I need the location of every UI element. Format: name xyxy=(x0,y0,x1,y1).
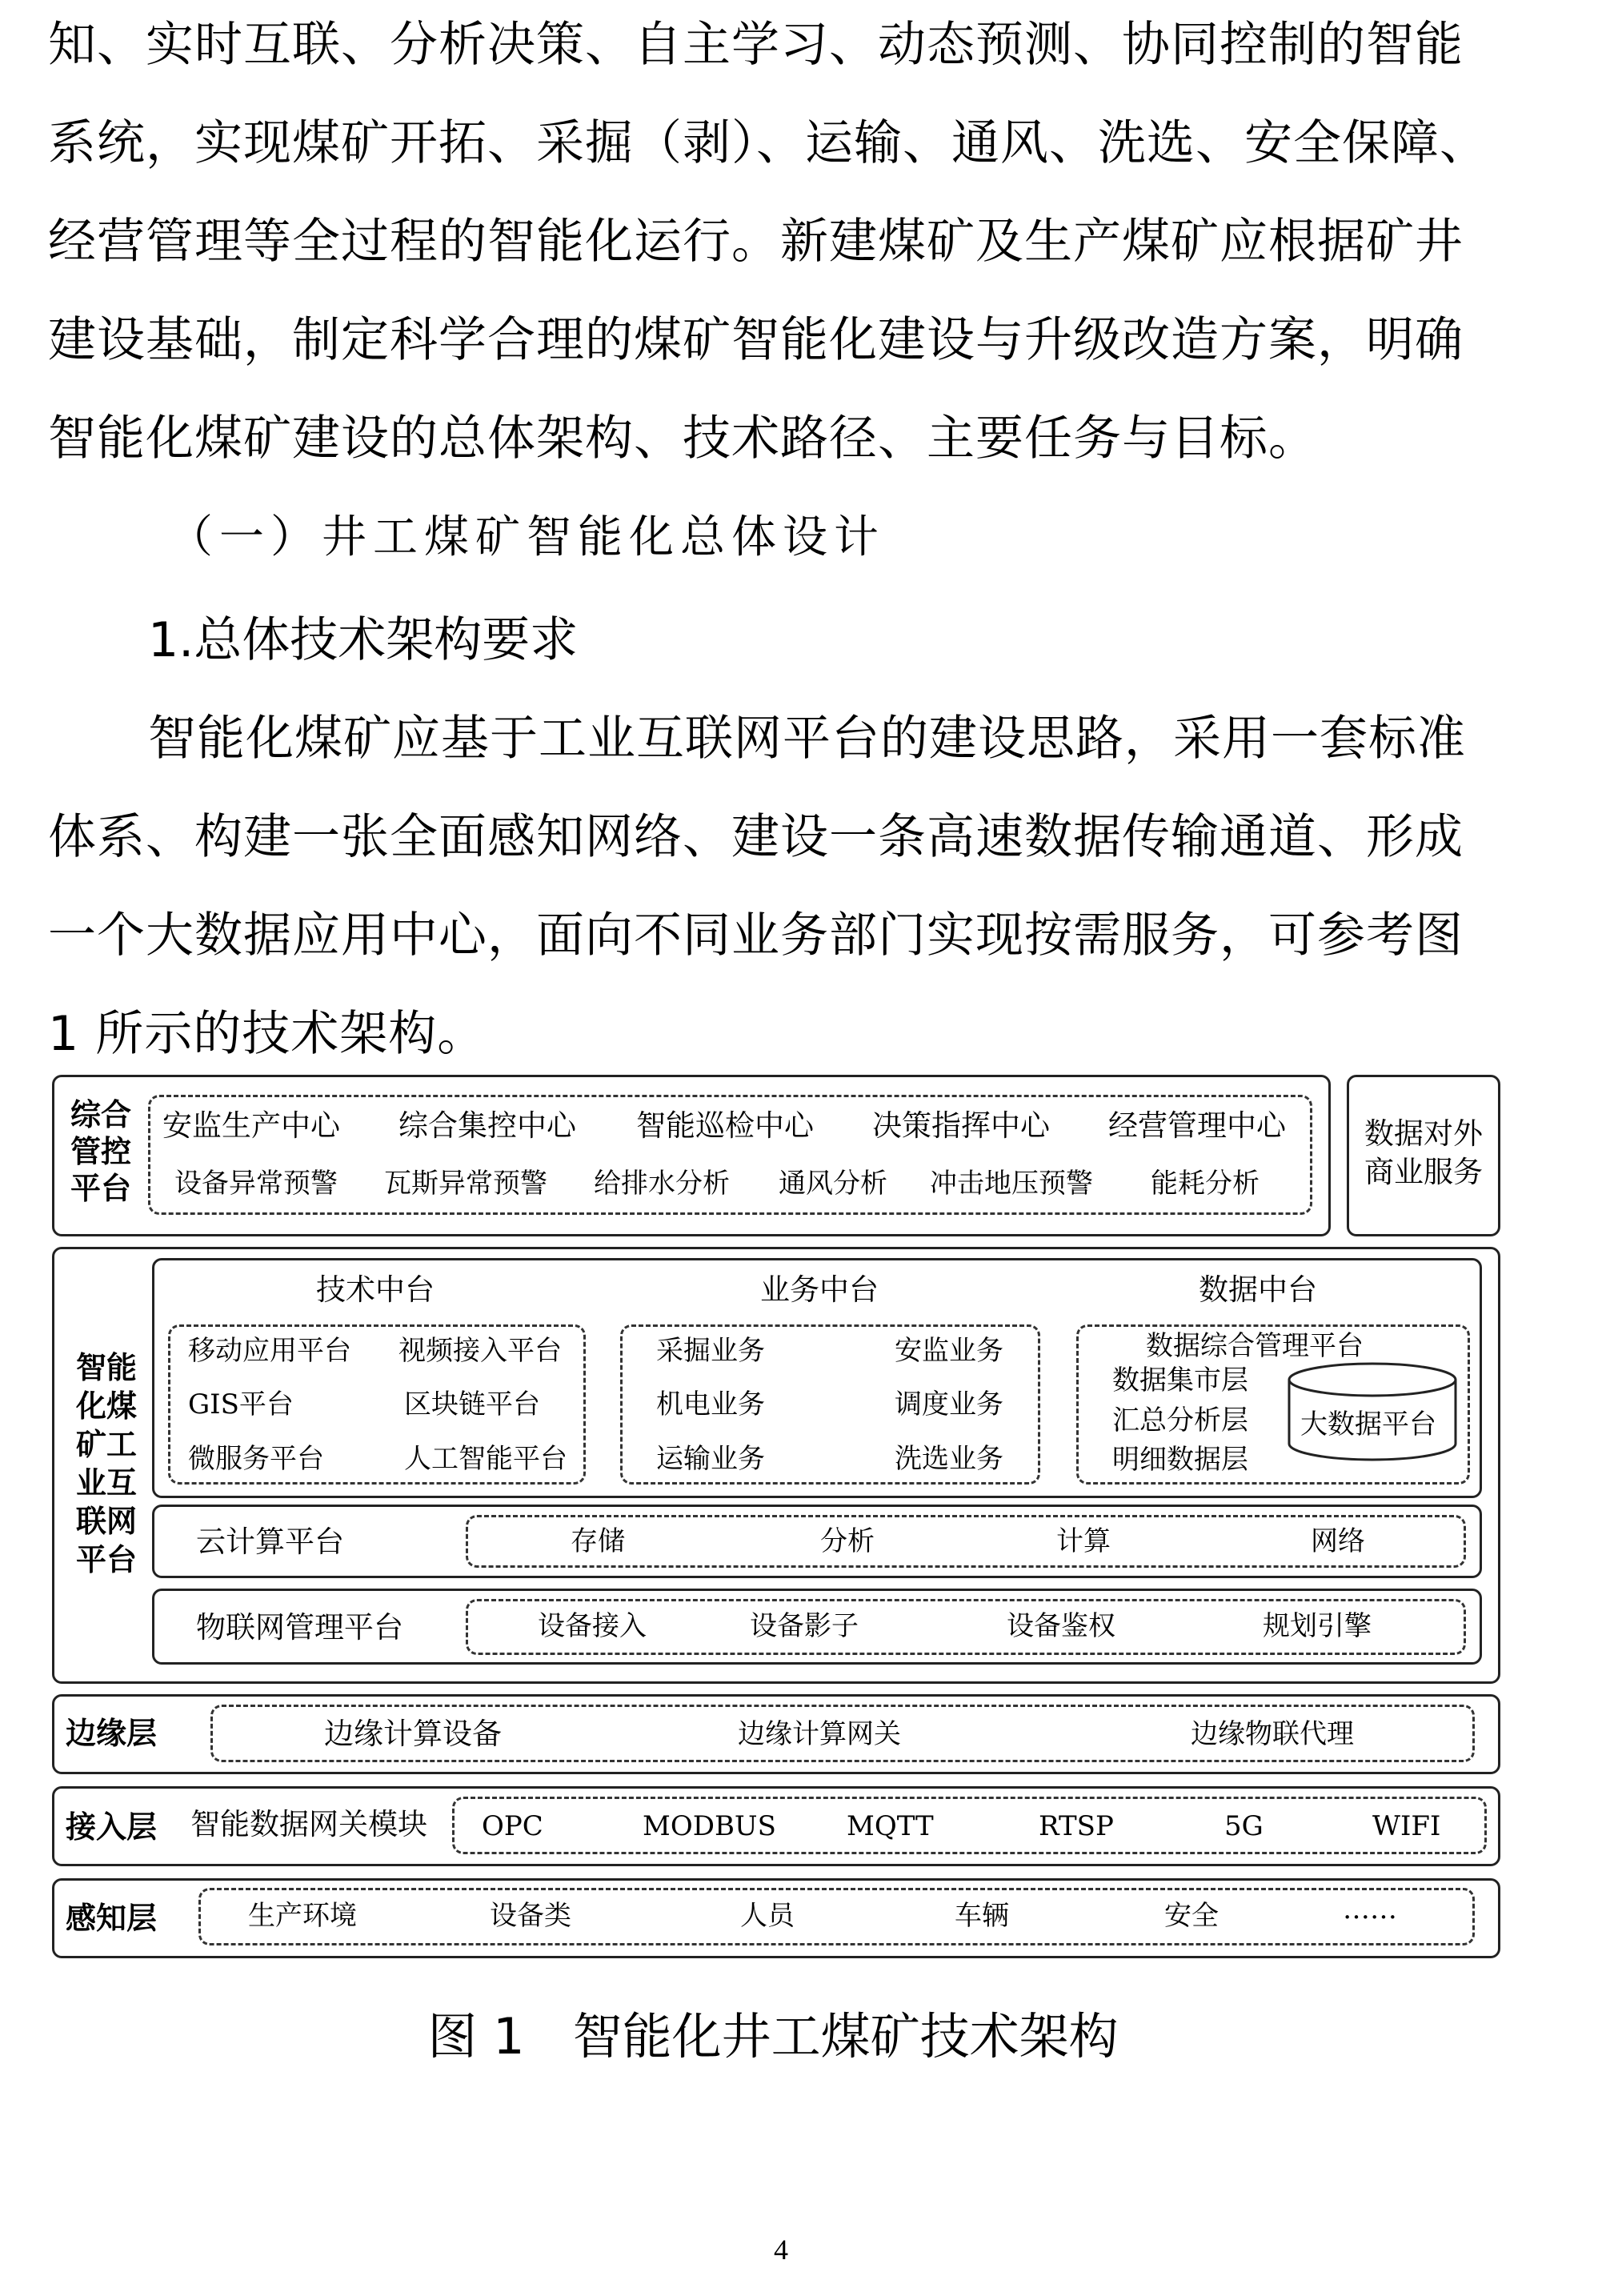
cloud-item: 计算 xyxy=(1056,1525,1111,1557)
protocol-item: RTSP xyxy=(1039,1810,1114,1842)
iot-item: 设备接入 xyxy=(538,1610,647,1642)
tech-item: 移动应用平台 xyxy=(188,1335,351,1367)
center-item: 安监生产中心 xyxy=(162,1108,340,1143)
tech-item: 视频接入平台 xyxy=(398,1335,562,1367)
center-item: 经营管理中心 xyxy=(1108,1108,1286,1143)
analysis-item: 瓦斯异常预警 xyxy=(384,1168,547,1200)
text-line: 经营管理等全过程的智能化运行。新建煤矿及生产煤矿应根据矿井 xyxy=(48,214,1464,270)
cloud-item: 网络 xyxy=(1311,1525,1365,1557)
subsection-heading: 1.总体技术架构要求 xyxy=(148,612,579,668)
perception-item: 设备类 xyxy=(490,1900,571,1932)
perception-item: …… xyxy=(1343,1893,1397,1925)
business-item: 运输业务 xyxy=(656,1443,765,1475)
center-item: 综合集控中心 xyxy=(398,1108,576,1143)
cloud-item: 存储 xyxy=(571,1525,625,1557)
center-item: 决策指挥中心 xyxy=(872,1108,1050,1143)
external-service-label: 数据对外 商业服务 xyxy=(1364,1116,1483,1189)
perception-item: 人员 xyxy=(740,1900,795,1932)
business-center-title: 业务中台 xyxy=(760,1272,879,1307)
iot-item: 规划引擎 xyxy=(1263,1610,1372,1642)
text-line: 建设基础，制定科学合理的煤矿智能化建设与升级改造方案，明确 xyxy=(48,312,1464,368)
edge-item: 边缘计算网关 xyxy=(738,1718,901,1750)
data-layer-item: 汇总分析层 xyxy=(1112,1404,1248,1437)
text-line: 系统，实现煤矿开拓、采掘（剥）、运输、通风、洗选、安全保障、 xyxy=(48,115,1488,171)
business-item: 安监业务 xyxy=(895,1335,1003,1367)
analysis-item: 冲击地压预警 xyxy=(930,1168,1093,1200)
protocol-item: OPC xyxy=(482,1810,543,1842)
gateway-module-label: 智能数据网关模块 xyxy=(190,1807,427,1841)
section-heading: （一）井工煤矿智能化总体设计 xyxy=(168,511,885,563)
edge-item: 边缘物联代理 xyxy=(1191,1718,1354,1750)
analysis-item: 通风分析 xyxy=(779,1168,887,1200)
business-item: 洗选业务 xyxy=(895,1443,1003,1475)
text-line: 1 所示的技术架构。 xyxy=(48,1006,487,1062)
protocol-item: WIFI xyxy=(1372,1810,1441,1842)
iot-item: 设备鉴权 xyxy=(1007,1610,1115,1642)
tech-item: 微服务平台 xyxy=(188,1443,324,1475)
perception-layer-label: 感知层 xyxy=(66,1900,158,1936)
tech-item: 区块链平台 xyxy=(404,1388,540,1420)
cloud-platform-label: 云计算平台 xyxy=(196,1525,344,1559)
perception-layer-dashed xyxy=(198,1888,1475,1945)
center-item: 智能巡检中心 xyxy=(636,1108,814,1143)
access-layer-dashed xyxy=(452,1797,1487,1854)
protocol-item: MODBUS xyxy=(643,1810,776,1842)
analysis-item: 给排水分析 xyxy=(594,1168,730,1200)
business-item: 采掘业务 xyxy=(656,1335,765,1367)
edge-item: 边缘计算设备 xyxy=(324,1717,502,1751)
perception-item: 车辆 xyxy=(955,1900,1009,1932)
text-line: 知、实时互联、分析决策、自主学习、动态预测、协同控制的智能 xyxy=(48,17,1464,73)
figure-number: 图 1 xyxy=(427,2007,525,2066)
control-platform-label: 综合 管控 平台 xyxy=(70,1096,131,1206)
edge-layer-label: 边缘层 xyxy=(66,1715,158,1751)
business-item: 调度业务 xyxy=(895,1388,1003,1420)
analysis-item: 能耗分析 xyxy=(1151,1168,1260,1200)
text-line: 智能化煤矿建设的总体架构、技术路径、主要任务与目标。 xyxy=(48,411,1317,467)
text-line: 智能化煤矿应基于工业互联网平台的建设思路，采用一套标准 xyxy=(148,711,1466,767)
data-layer-item: 数据集市层 xyxy=(1112,1364,1248,1396)
iot-item: 设备影子 xyxy=(750,1610,859,1642)
tech-item: GIS平台 xyxy=(188,1388,294,1420)
data-center-title: 数据中台 xyxy=(1199,1272,1317,1307)
data-mgmt-title: 数据综合管理平台 xyxy=(1146,1330,1364,1362)
figure-title: 智能化井工煤矿技术架构 xyxy=(572,2007,1119,2066)
figure-caption xyxy=(0,2001,1618,2073)
protocol-item: MQTT xyxy=(847,1810,934,1842)
perception-item: 安全 xyxy=(1164,1900,1219,1932)
bigdata-label: 大数据平台 xyxy=(1300,1408,1436,1441)
analysis-item: 设备异常预警 xyxy=(174,1168,338,1200)
business-item: 机电业务 xyxy=(656,1388,765,1420)
access-layer-label: 接入层 xyxy=(66,1809,158,1845)
perception-item: 生产环境 xyxy=(248,1900,357,1932)
protocol-item: 5G xyxy=(1224,1810,1264,1842)
cloud-item: 分析 xyxy=(820,1525,875,1557)
iiot-platform-label: 智能 化煤 矿工 业互 联网 平台 xyxy=(75,1349,137,1577)
data-layer-item: 明细数据层 xyxy=(1112,1444,1248,1476)
text-line: 一个大数据应用中心，面向不同业务部门实现按需服务，可参考图 xyxy=(48,908,1464,964)
tech-center-title: 技术中台 xyxy=(316,1272,435,1307)
page-number: 4 xyxy=(774,2234,788,2266)
iot-platform-label: 物联网管理平台 xyxy=(196,1610,403,1645)
text-line: 体系、构建一张全面感知网络、建设一条高速数据传输通道、形成 xyxy=(48,809,1464,865)
tech-item: 人工智能平台 xyxy=(404,1443,567,1475)
